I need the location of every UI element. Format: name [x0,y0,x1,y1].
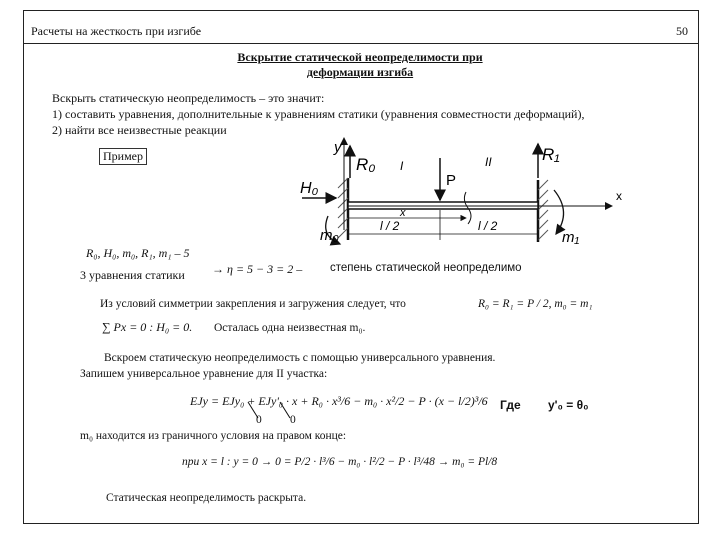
degree-text: степень статической неопределимо [330,262,522,274]
r0-label: R₀ [356,155,376,174]
where-label: Где [500,398,521,412]
m1-moment-arrow [554,190,564,234]
section-1-label: I [400,159,404,173]
zero-term-1: 0 [256,414,262,426]
boundary-text: m₀ находится из граничного условия на правом конце: [80,430,347,442]
unknowns-formula: R₀, H₀, m₀, R₁, m₁ – 5 [86,246,190,260]
slide-title: Расчеты на жесткость при изгибе [31,24,202,38]
intro-line-3: 2) найти все неизвестные реакции [52,123,227,137]
universal-equation-intro: Запишем универсальное уравнение для II участка: [80,368,328,380]
y-axis-label: y [334,139,342,156]
x-axis-label: x [616,189,622,203]
left-wall-hatch [338,178,348,238]
static-equations: 3 уравнения статики [80,268,185,282]
example-label: Пример [99,148,147,165]
m1-label: m₁ [562,229,580,246]
degree-formula: → η = 5 − 3 = 2 – [212,262,303,276]
r1-label: R₁ [542,145,560,164]
symmetry-text: Из условий симметрии закрепления и загружения следует, что [100,298,406,310]
right-wall-hatch [538,180,548,240]
intro-line-1: Вскрыть статическую неопределимость – это значит: [52,91,325,105]
left-half-label: l / 2 [380,219,400,233]
open-text: Вскроем статическую неопределимость с помощью универсального уравнения. [104,352,496,364]
section-heading-line1: Вскрытие статической неопределимости при [237,50,483,64]
conclusion: Статическая неопределимость раскрыта. [106,492,307,504]
right-half-label: l / 2 [478,219,498,233]
sum-formula: ∑ Px = 0 : H₀ = 0. [102,320,193,334]
section-heading-line2: деформации изгиба [306,65,414,79]
section-2-label: II [485,155,492,169]
symmetry-formula: R₀ = R₁ = P / 2, m₀ = m₁ [478,298,593,310]
zero-arrows [240,400,310,430]
m0-label: m₀ [320,227,339,244]
beam-diagram [280,130,630,258]
where-equation: y'₀ = θ₀ [548,398,589,412]
x-dimension-label: x [400,207,406,219]
h0-label: H₀ [300,180,319,197]
remaining-unknown: Осталась одна неизвестная m₀. [214,322,366,334]
header-divider [23,43,699,44]
boundary-equation: при x = l : y = 0 → 0 = P/2 · l³/6 − m₀ · l²/2 − P · l³/48 → m₀ = Pl/8 [182,456,498,468]
zero-term-2: 0 [290,414,296,426]
intro-line-2: 1) составить уравнения, дополнительные к уравнениям статики (уравнения совместности деформаций), [52,107,585,121]
page-number: 50 [676,24,688,38]
universal-equation: EJy = EJy₀ + EJy'₀ · x + R₀ · x³/6 − m₀ · x²/2 − P · (x − l/2)³/6 [190,394,488,408]
p-label: P [446,172,457,189]
